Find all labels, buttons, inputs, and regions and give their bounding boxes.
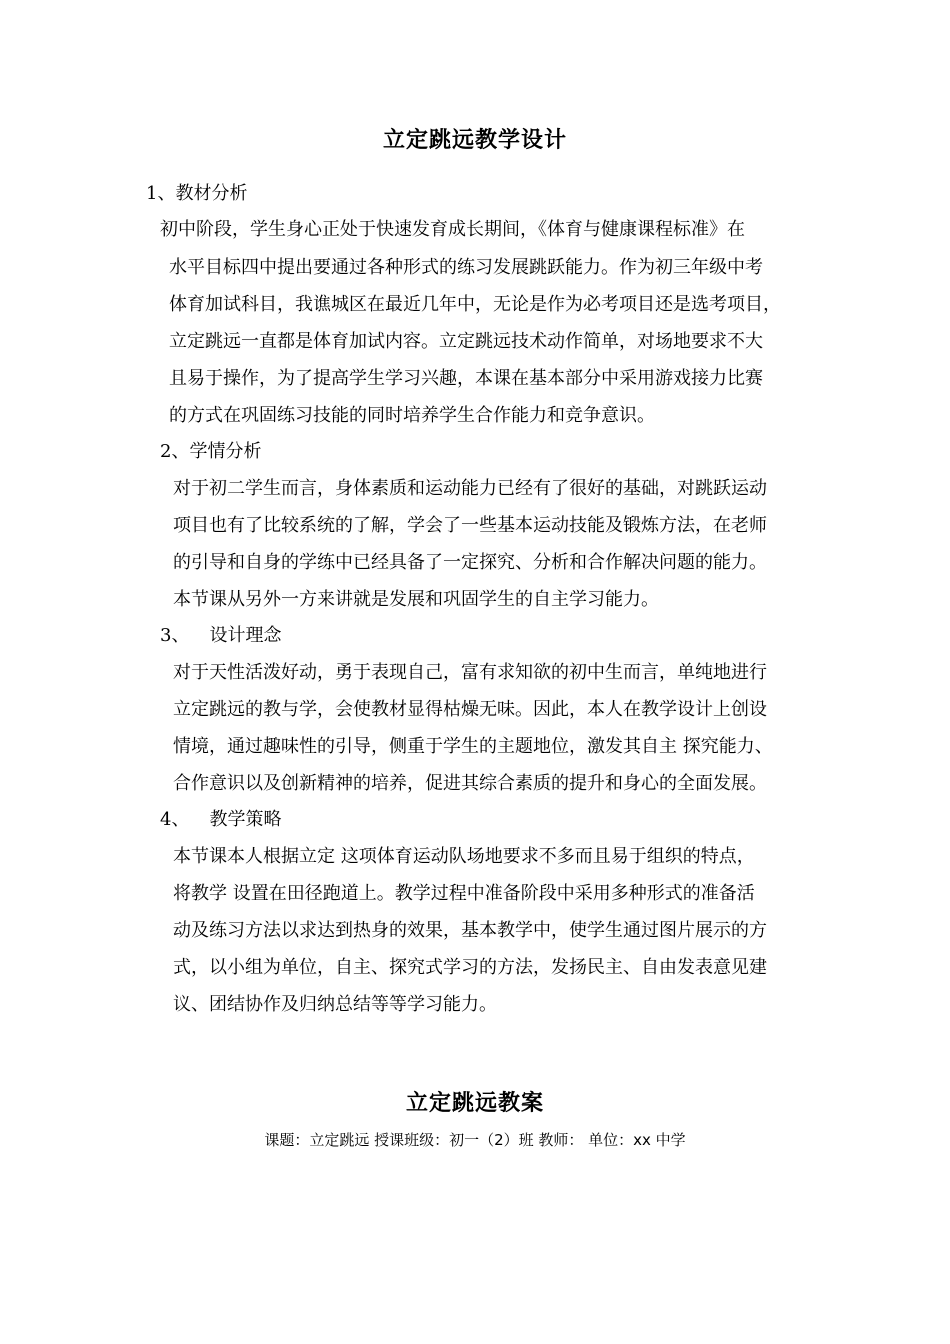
paragraph-line: 项目也有了比较系统的了解，学会了一些基本运动技能及锻炼方法，在老师 [173,515,767,536]
paragraph-line: 立定跳远一直都是体育加试内容。立定跳远技术动作简单，对场地要求不大 [169,331,763,352]
paragraph-line: 的引导和自身的学练中已经具备了一定探究、分析和合作解决问题的能力。 [173,552,767,573]
section-heading-text: 教学策略 [209,809,282,830]
paragraph-line: 初中阶段，学生身心正处于快速发育成长期间，《体育与健康课程标准》在 [160,219,745,240]
paragraph-line: 对于初二学生而言，身体素质和运动能力已经有了很好的基础，对跳跃运动 [173,478,767,499]
lesson-plan-title: 立定跳远教案 [405,1091,544,1116]
paragraph-line: 水平目标四中提出要通过各种形式的练习发展跳跃能力。作为初三年级中考 [169,257,763,278]
section-number: 3、 [160,625,190,646]
section-heading-text: 学情分析 [189,441,262,462]
paragraph-line: 议、团结协作及归纳总结等等学习能力。 [173,994,497,1015]
section-heading-3 [160,623,281,649]
paragraph-line: 本节课本人根据立定 这项体育运动队场地要求不多而且易于组织的特点， [173,846,755,867]
section-heading-text: 教材分析 [175,183,248,204]
section-number: 2、 [160,441,190,462]
paragraph-line: 式，以小组为单位，自主、探究式学习的方法，发扬民主、自由发表意见建 [173,957,767,978]
paragraph-line: 的方式在巩固练习技能的同时培养学生合作能力和竞争意识。 [169,405,655,426]
section-heading-2 [160,439,261,465]
section-heading-4 [160,807,281,833]
paragraph-line: 情境，通过趣味性的引导，侧重于学生的主题地位，激发其自主 探究能力、 [173,736,773,757]
section-heading-text: 设计理念 [209,625,282,646]
paragraph-line: 动及练习方法以求达到热身的效果，基本教学中，使学生通过图片展示的方 [173,920,767,941]
section-number: 4、 [160,809,190,830]
lesson-plan-meta: 课题：立定跳远 授课班级：初一（2）班 教师： 单位：xx 中学 [264,1131,686,1149]
document-title: 立定跳远教学设计 [382,128,567,153]
paragraph-line: 且易于操作，为了提高学生学习兴趣，本课在基本部分中采用游戏接力比赛 [169,368,763,389]
paragraph-line: 将教学 设置在田径跑道上。教学过程中准备阶段中采用多种形式的准备活 [173,883,755,904]
paragraph-line: 合作意识以及创新精神的培养，促进其综合素质的提升和身心的全面发展。 [173,773,767,794]
paragraph-line: 对于天性活泼好动，勇于表现自己，富有求知欲的初中生而言，单纯地进行 [173,662,767,683]
section-heading-1 [146,181,247,207]
section-number: 1、 [146,183,176,204]
paragraph-line: 体育加试科目，我谯城区在最近几年中，无论是作为必考项目还是选考项目， [169,294,781,315]
paragraph-line: 立定跳远的教与学，会使教材显得枯燥无味。因此，本人在教学设计上创设 [173,699,767,720]
paragraph-line: 本节课从另外一方来讲就是发展和巩固学生的自主学习能力。 [173,589,659,610]
